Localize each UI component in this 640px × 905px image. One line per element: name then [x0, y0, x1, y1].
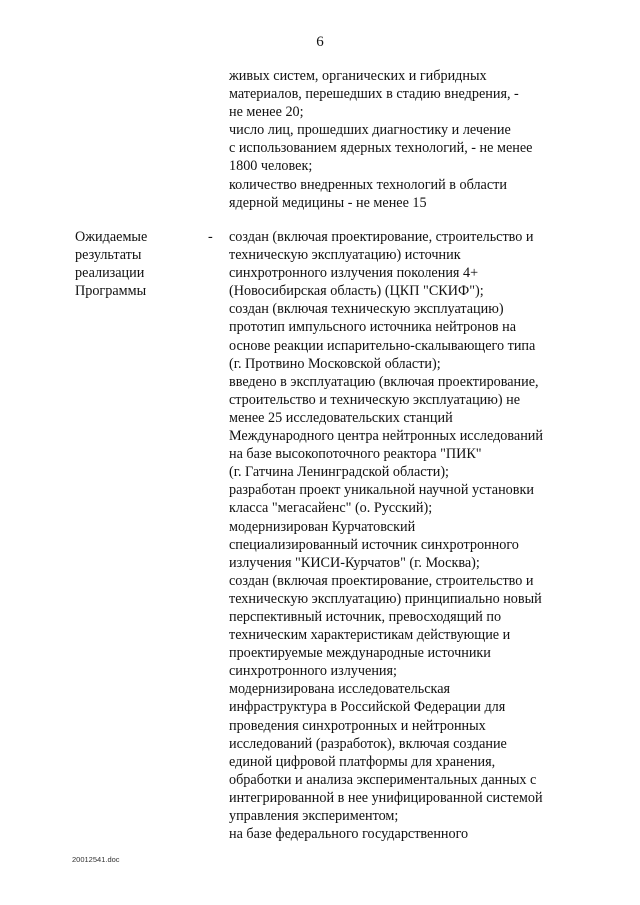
text-line: техническим характеристикам действующие и [229, 627, 511, 644]
text-line: прототип импульсного источника нейтронов на [229, 319, 517, 336]
footer-file-name: 20012541.doc [72, 855, 120, 864]
row-label-expected-results [75, 228, 147, 300]
text-line: менее 25 исследовательских станций [229, 409, 453, 426]
text-line: число лиц, прошедших диагностику и лечение [229, 122, 511, 139]
text-line: ядерной медицины - не менее 15 [229, 194, 427, 211]
row-dash-separator: - [208, 229, 213, 245]
text-line: создан (включая проектирование, строительство и [229, 572, 534, 589]
text-line: введено в эксплуатацию (включая проектирование, [229, 373, 539, 390]
text-line: на базе высокопоточного реактора "ПИК" [229, 446, 482, 463]
expected-results-text-block [229, 228, 574, 843]
page-number: 6 [316, 34, 324, 50]
text-line: проведения синхротронных и нейтронных [229, 717, 486, 734]
text-line: разработан проект уникальной научной установки [229, 482, 534, 499]
text-line: единой цифровой платформы для хранения, [229, 753, 496, 770]
text-line: (г. Гатчина Ленинградской области); [229, 464, 450, 481]
text-line: строительство и техническую эксплуатацию) не [229, 391, 521, 408]
text-line: интегрированной в нее унифицированной системой [229, 789, 543, 806]
text-line: (Новосибирская область) (ЦКП "СКИФ"); [229, 283, 484, 300]
text-line: Международного центра нейтронных исследований [229, 428, 543, 445]
text-line: живых систем, органических и гибридных [229, 68, 487, 84]
text-line: (г. Протвино Московской области); [229, 355, 441, 372]
text-line: исследований (разработок), включая создание [229, 735, 507, 752]
text-line: техническую эксплуатацию) принципиально новый [229, 590, 542, 607]
text-line: класса "мегасайенс" (о. Русский); [229, 500, 433, 517]
text-line: количество внедренных технологий в области [229, 176, 507, 193]
text-line: модернизирован Курчатовский [229, 518, 416, 535]
label-line: реализации [75, 265, 145, 282]
text-line: модернизирована исследовательская [229, 681, 451, 698]
text-line: обработки и анализа экспериментальных данных с [229, 771, 537, 788]
text-line: синхротронного излучения; [229, 663, 397, 680]
text-line: перспективный источник, превосходящий по [229, 608, 502, 625]
text-line: инфраструктура в Российской Федерации для [229, 699, 506, 716]
text-line: проектируемые международные источники [229, 645, 491, 662]
text-line: излучения "КИСИ-Курчатов" (г. Москва); [229, 554, 480, 571]
label-line: Программы [75, 283, 147, 300]
text-line: специализированный источник синхротронного [229, 536, 519, 553]
label-line: Ожидаемые [75, 229, 148, 245]
text-line: с использованием ядерных технологий, - не менее [229, 140, 533, 157]
label-line: результаты [75, 247, 142, 264]
text-line: создан (включая техническую эксплуатацию) [229, 301, 504, 318]
text-line: материалов, перешедших в стадию внедрения, - [229, 86, 519, 103]
continuation-text-block [229, 67, 574, 212]
text-line: 1800 человек; [229, 158, 313, 175]
text-line: основе реакции испарительно-скалывающего типа [229, 337, 536, 354]
text-line: синхротронного излучения поколения 4+ [229, 265, 479, 282]
text-line: создан (включая проектирование, строительство и [229, 229, 534, 245]
text-line: не менее 20; [229, 104, 304, 121]
text-line: управления экспериментом; [229, 808, 399, 824]
text-line: техническую эксплуатацию) источник [229, 247, 461, 264]
text-line: на базе федерального государственного [229, 826, 469, 843]
